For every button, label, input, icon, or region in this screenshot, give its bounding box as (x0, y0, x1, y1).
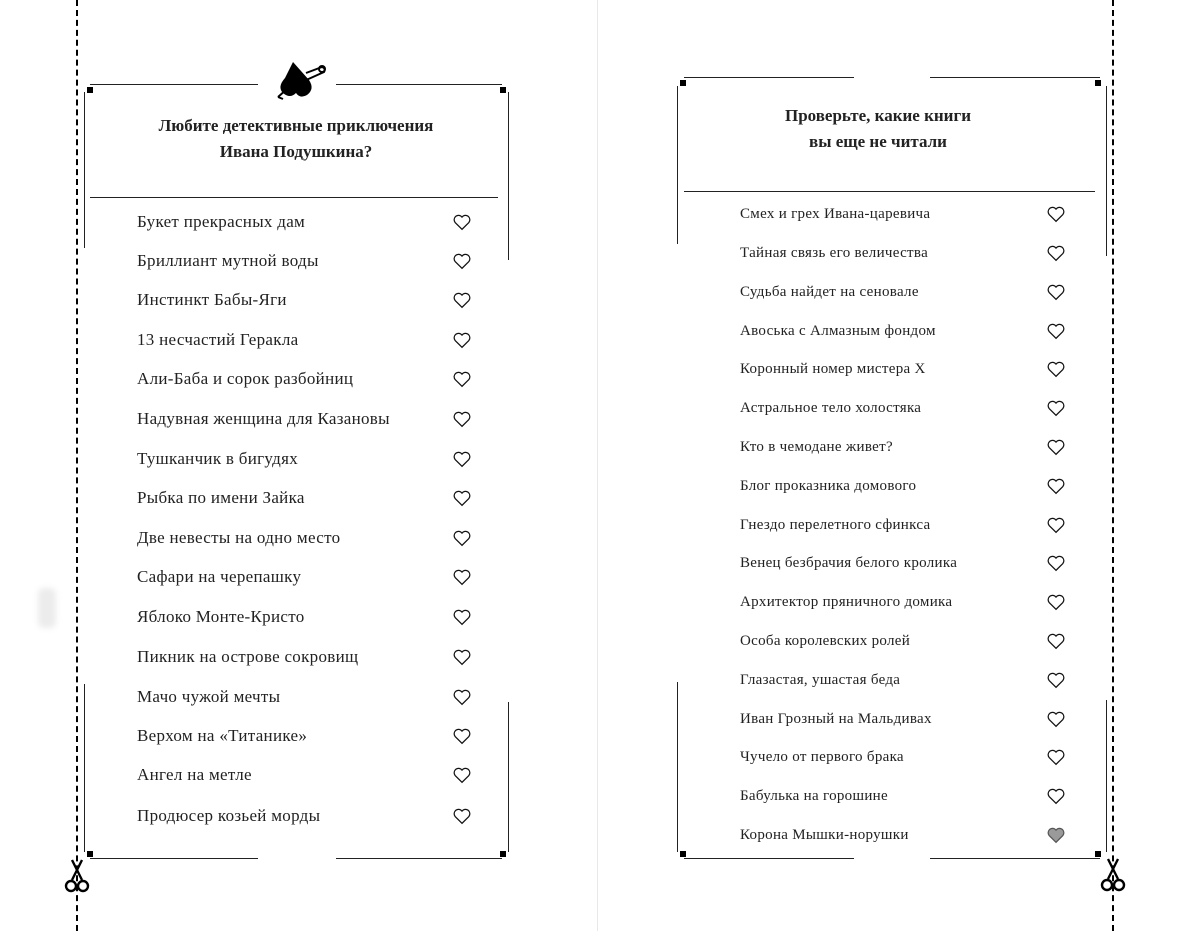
page-spread-divider (597, 0, 598, 931)
heart-icon[interactable] (452, 648, 472, 666)
book-item[interactable] (740, 393, 1066, 423)
book-item[interactable] (740, 820, 1066, 850)
right-page-title: Проверьте, какие книги вы еще не читали (785, 106, 971, 151)
book-title: Кто в чемодане живет? (740, 438, 893, 455)
title-underline (90, 197, 498, 198)
book-title: Глазастая, ушастая беда (740, 671, 901, 688)
scissors-icon (64, 858, 90, 894)
book-title: Надувная женщина для Казановы (137, 409, 390, 428)
scissors-icon (1100, 857, 1126, 893)
book-item[interactable] (137, 682, 472, 712)
book-title: Смех и грех Ивана-царевича (740, 205, 931, 222)
right-cut-line (1112, 0, 1114, 931)
title-underline (684, 191, 1095, 192)
left-book-list (137, 207, 472, 837)
book-title: Ангел на метле (137, 765, 252, 784)
book-item[interactable] (740, 548, 1066, 578)
book-item[interactable] (740, 742, 1066, 772)
book-title: Судьба найдет на сеновале (740, 283, 919, 300)
book-title: Авоська с Алмазным фондом (740, 322, 936, 339)
book-item[interactable] (137, 207, 472, 237)
book-title: Пикник на острове сокровищ (137, 647, 359, 666)
book-title: Иван Грозный на Мальдивах (740, 710, 932, 727)
book-item[interactable] (137, 721, 472, 751)
heart-icon[interactable] (1046, 554, 1066, 572)
heart-icon[interactable] (452, 807, 472, 825)
heart-icon[interactable] (452, 766, 472, 784)
paper-smudge (38, 588, 56, 628)
heart-icon[interactable] (452, 608, 472, 626)
book-title: Бабулька на горошине (740, 787, 888, 804)
heart-icon[interactable] (1046, 477, 1066, 495)
heart-icon[interactable] (452, 489, 472, 507)
book-item[interactable] (137, 642, 472, 672)
book-item[interactable] (740, 665, 1066, 695)
book-title: Букет прекрасных дам (137, 212, 306, 231)
heart-icon[interactable] (452, 252, 472, 270)
heart-icon[interactable] (1046, 244, 1066, 262)
heart-icon[interactable] (1046, 360, 1066, 378)
book-title: Астральное тело холостяка (740, 399, 922, 416)
book-item[interactable] (137, 760, 472, 790)
book-title: Тайная связь его величества (740, 244, 929, 261)
book-item[interactable] (137, 444, 472, 474)
heart-icon[interactable] (1046, 438, 1066, 456)
book-item[interactable] (137, 285, 472, 315)
book-item[interactable] (740, 587, 1066, 617)
book-item[interactable] (740, 704, 1066, 734)
heart-icon[interactable] (1046, 205, 1066, 223)
book-item[interactable] (740, 471, 1066, 501)
heart-icon[interactable] (452, 213, 472, 231)
heart-icon[interactable] (1046, 632, 1066, 650)
heart-icon[interactable] (1046, 322, 1066, 340)
heart-icon[interactable] (452, 370, 472, 388)
book-title: Сафари на черепашку (137, 567, 302, 586)
left-page-title: Любите детективные приключения Ивана Подушкина? (158, 116, 434, 161)
book-item[interactable] (137, 562, 472, 592)
heart-icon[interactable] (452, 450, 472, 468)
book-item[interactable] (137, 801, 472, 831)
book-item[interactable] (740, 238, 1066, 268)
heart-icon[interactable] (1046, 748, 1066, 766)
left-cut-line (76, 0, 78, 931)
book-title: Коронный номер мистера Х (740, 360, 926, 377)
heart-icon[interactable] (1046, 593, 1066, 611)
book-item[interactable] (137, 364, 472, 394)
book-title: Архитектор пряничного домика (740, 593, 953, 610)
heart-icon[interactable] (452, 568, 472, 586)
book-title: Корона Мышки-норушки (740, 826, 909, 843)
book-item[interactable] (137, 246, 472, 276)
heart-icon[interactable] (452, 410, 472, 428)
heart-icon[interactable] (452, 727, 472, 745)
book-item[interactable] (740, 626, 1066, 656)
book-item[interactable] (137, 602, 472, 632)
heart-icon[interactable] (1046, 516, 1066, 534)
book-title: Две невесты на одно место (137, 528, 341, 547)
book-title: Гнездо перелетного сфинкса (740, 516, 931, 533)
book-title: Рыбка по имени Зайка (137, 488, 305, 507)
book-item[interactable] (137, 483, 472, 513)
book-item[interactable] (137, 523, 472, 553)
heart-icon[interactable] (1046, 671, 1066, 689)
heart-icon[interactable] (1046, 710, 1066, 728)
book-item[interactable] (740, 277, 1066, 307)
book-title: Али-Баба и сорок разбойниц (137, 369, 354, 388)
book-title: Продюсер козьей морды (137, 806, 321, 825)
book-item[interactable] (137, 404, 472, 434)
book-title: 13 несчастий Геракла (137, 330, 299, 349)
book-item[interactable] (740, 199, 1066, 229)
book-item[interactable] (740, 510, 1066, 540)
right-book-list (740, 199, 1066, 849)
heart-icon[interactable] (452, 331, 472, 349)
book-title: Бриллиант мутной воды (137, 251, 319, 270)
book-item[interactable] (740, 354, 1066, 384)
book-title: Верхом на «Титанике» (137, 726, 308, 745)
heart-icon[interactable] (1046, 787, 1066, 805)
heart-icon[interactable] (1046, 283, 1066, 301)
book-title: Чучело от первого брака (740, 748, 904, 765)
book-title: Тушканчик в бигудях (137, 449, 299, 468)
book-title: Яблоко Монте-Кристо (137, 607, 305, 626)
book-title: Мачо чужой мечты (137, 687, 281, 706)
book-title: Блог проказника домового (740, 477, 917, 494)
book-item[interactable] (740, 781, 1066, 811)
heart-icon[interactable] (452, 529, 472, 547)
book-item[interactable] (740, 432, 1066, 462)
book-item[interactable] (740, 316, 1066, 346)
book-title: Венец безбрачия белого кролика (740, 554, 958, 571)
book-title: Особа королевских ролей (740, 632, 911, 649)
heart-icon[interactable] (1046, 826, 1066, 844)
heart-safety-pin-icon (275, 59, 327, 101)
heart-icon[interactable] (452, 688, 472, 706)
heart-icon[interactable] (452, 291, 472, 309)
heart-icon[interactable] (1046, 399, 1066, 417)
book-title: Инстинкт Бабы-Яги (137, 290, 287, 309)
book-item[interactable] (137, 325, 472, 355)
